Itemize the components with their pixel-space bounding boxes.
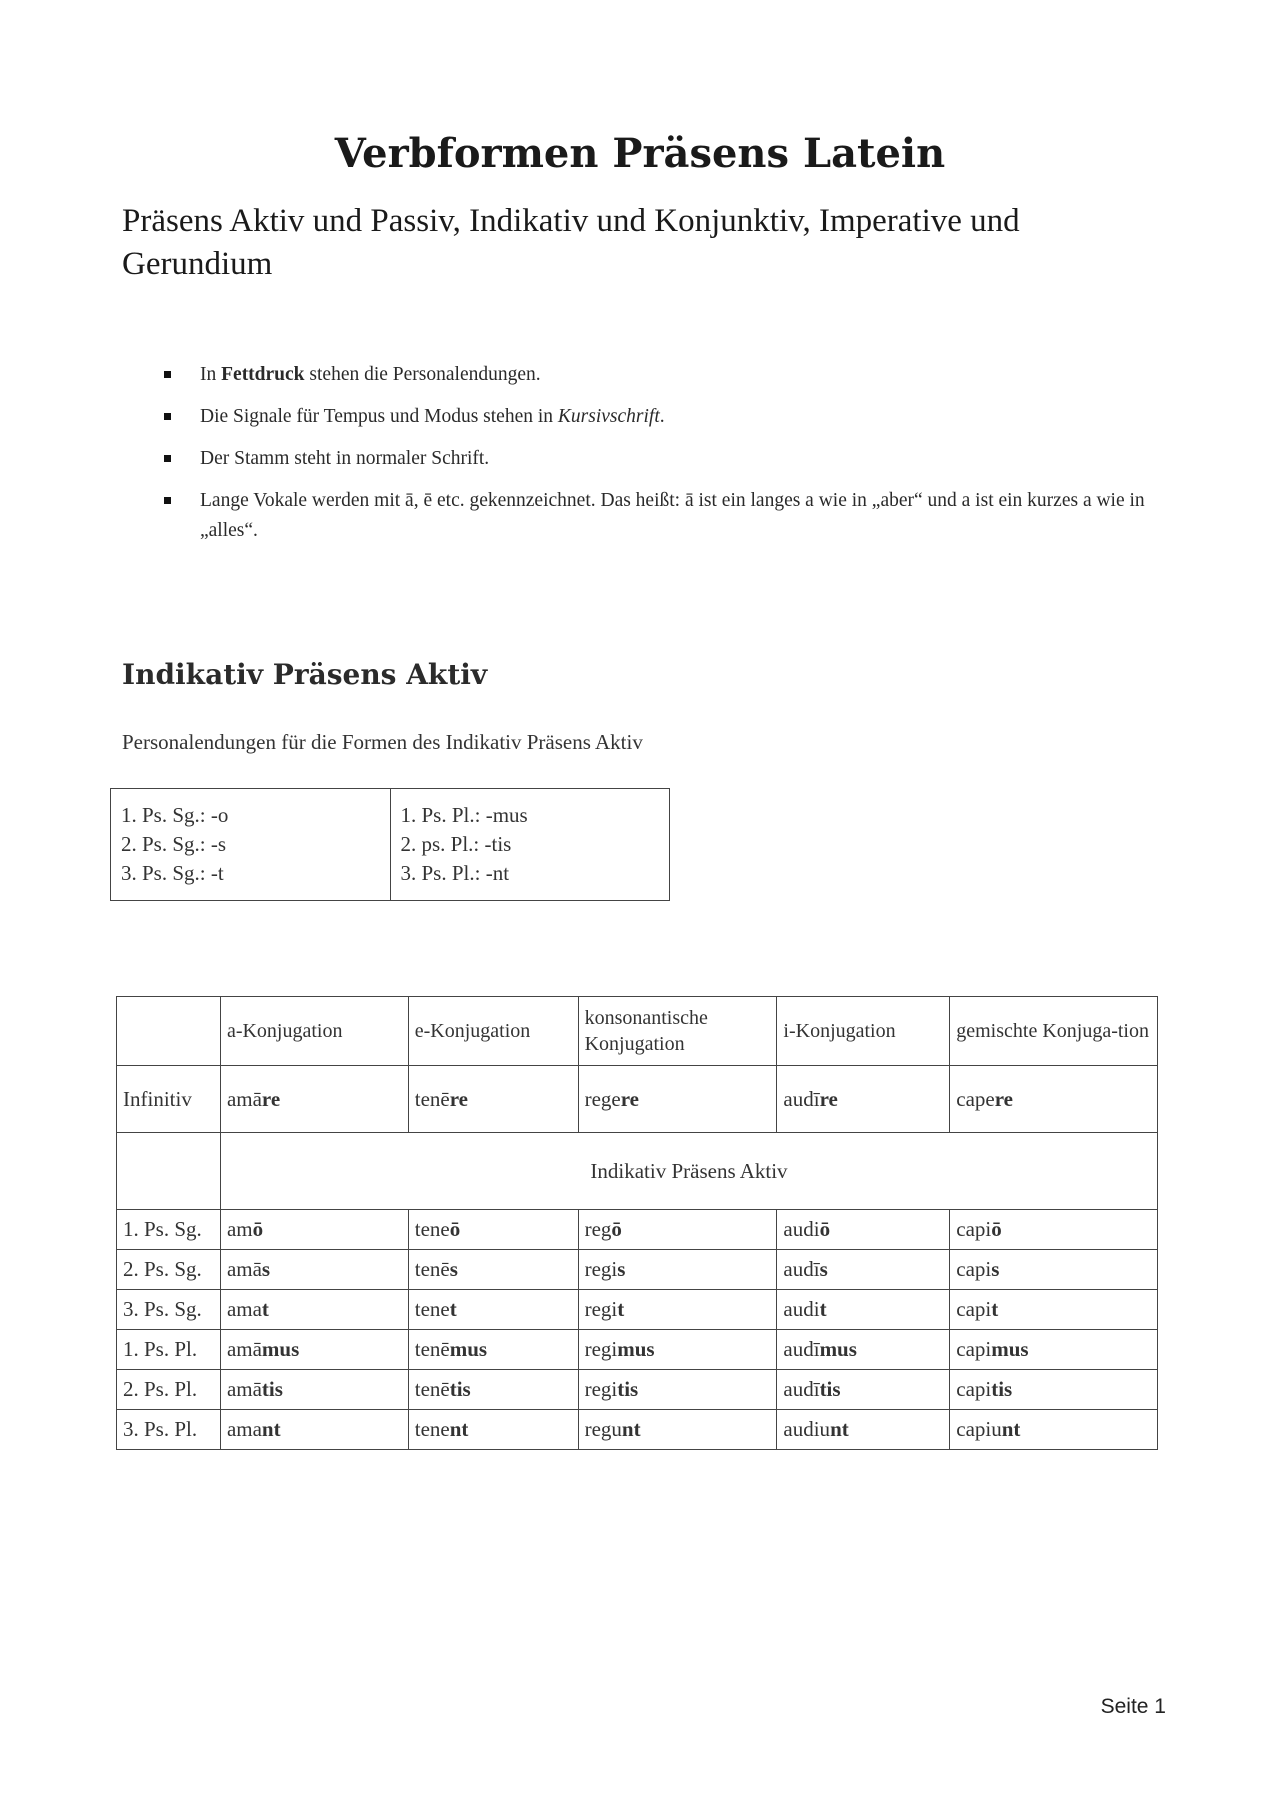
column-header: i-Konjugation: [777, 997, 950, 1066]
table-row: [117, 1066, 1158, 1133]
verb-stem: am: [226, 1217, 253, 1241]
page-number: Seite 1: [1100, 1695, 1166, 1718]
verb-stem: tene: [414, 1297, 450, 1321]
verb-stem: audī: [783, 1337, 820, 1361]
verb-stem: audī: [783, 1086, 820, 1111]
verb-stem: capi: [956, 1297, 992, 1321]
form-cell: [950, 1410, 1158, 1450]
verb-ending: tis: [261, 1377, 283, 1401]
form-cell: [578, 1370, 777, 1410]
form-cell: [950, 1210, 1158, 1250]
verb-ending: tis: [991, 1377, 1013, 1401]
verb-stem: audī: [783, 1377, 820, 1401]
verb-stem: capi: [956, 1217, 992, 1241]
verb-ending: re: [449, 1086, 468, 1111]
table-row: [117, 997, 1158, 1066]
verb-ending: t: [617, 1297, 625, 1321]
form-cell: [950, 1290, 1158, 1330]
row-label: 3. Ps. Pl.: [117, 1410, 221, 1450]
verb-stem: amā: [226, 1257, 262, 1281]
verb-stem: tene: [414, 1417, 450, 1441]
bold-term: Fettdruck: [221, 364, 305, 385]
verb-stem: capi: [956, 1377, 992, 1401]
form-cell: [777, 1370, 950, 1410]
infinitive-cell: [777, 1066, 950, 1133]
section-label-cell: Indikativ Präsens Aktiv: [220, 1133, 1157, 1210]
form-cell: [220, 1410, 408, 1450]
form-cell: [578, 1290, 777, 1330]
infinitive-cell: [220, 1066, 408, 1133]
verb-stem: capi: [956, 1257, 992, 1281]
form-cell: [578, 1210, 777, 1250]
form-cell: [408, 1250, 578, 1290]
verb-ending: nt: [621, 1417, 641, 1441]
row-label: 3. Ps. Sg.: [117, 1290, 221, 1330]
verb-stem: reg: [584, 1217, 612, 1241]
square-bullet-icon: [164, 371, 171, 378]
verb-stem: audi: [783, 1297, 820, 1321]
verb-ending: nt: [261, 1417, 281, 1441]
verb-ending: ō: [252, 1217, 264, 1241]
italic-term: Kursivschrift: [557, 406, 660, 427]
verb-stem: audī: [783, 1257, 820, 1281]
verb-ending: ō: [991, 1217, 1002, 1241]
form-cell: [578, 1330, 777, 1370]
intro-text: Personalendungen für die Formen des Indikativ Präsens Aktiv: [122, 730, 643, 754]
list-item: Der Stamm steht in normaler Schrift.: [164, 444, 1174, 474]
verb-ending: mus: [261, 1337, 300, 1361]
verb-stem: regu: [584, 1417, 622, 1441]
row-label: 1. Ps. Pl.: [117, 1330, 221, 1370]
verb-ending: tis: [617, 1377, 639, 1401]
form-cell: [220, 1290, 408, 1330]
form-cell: [220, 1330, 408, 1370]
verb-stem: regi: [584, 1377, 618, 1401]
verb-ending: tis: [819, 1377, 841, 1401]
column-header: konsonantische Konjugation: [578, 997, 777, 1066]
form-cell: [777, 1330, 950, 1370]
infinitive-cell: [578, 1066, 777, 1133]
verb-stem: amā: [226, 1086, 262, 1111]
form-cell: [777, 1210, 950, 1250]
verb-stem: regi: [584, 1337, 618, 1361]
verb-stem: capiu: [956, 1417, 1002, 1441]
verb-ending: t: [449, 1297, 457, 1321]
form-cell: [950, 1250, 1158, 1290]
table-row: [117, 1370, 1158, 1410]
verb-ending: mus: [991, 1337, 1029, 1361]
verb-ending: re: [994, 1086, 1013, 1111]
form-cell: [950, 1330, 1158, 1370]
verb-stem: cape: [956, 1086, 995, 1111]
verb-stem: tenē: [414, 1337, 450, 1361]
form-cell: [408, 1370, 578, 1410]
verb-stem: tenē: [414, 1377, 450, 1401]
verb-stem: tenē: [414, 1086, 450, 1111]
verb-ending: ō: [611, 1217, 622, 1241]
verb-ending: s: [449, 1257, 458, 1281]
verb-stem: capi: [956, 1337, 992, 1361]
list-item: Die Signale für Tempus und Modus stehen in Kursivschrift.: [164, 402, 1174, 432]
verb-ending: ō: [449, 1217, 461, 1241]
column-header: e-Konjugation: [408, 997, 578, 1066]
form-cell: [220, 1210, 408, 1250]
verb-ending: mus: [449, 1337, 488, 1361]
form-cell: [777, 1250, 950, 1290]
verb-ending: nt: [449, 1417, 469, 1441]
square-bullet-icon: [164, 413, 171, 420]
verb-stem: rege: [584, 1086, 621, 1111]
verb-stem: amā: [226, 1377, 262, 1401]
empty-cell: [117, 1133, 221, 1210]
infinitive-cell: [950, 1066, 1158, 1133]
row-label: 2. Ps. Pl.: [117, 1370, 221, 1410]
column-header: a-Konjugation: [220, 997, 408, 1066]
form-cell: [220, 1250, 408, 1290]
square-bullet-icon: [164, 455, 171, 462]
singular-endings-cell: 1. Ps. Sg.: -o 2. Ps. Sg.: -s 3. Ps. Sg.: -t: [111, 789, 391, 901]
form-cell: [220, 1370, 408, 1410]
verb-ending: nt: [1001, 1417, 1021, 1441]
verb-ending: s: [617, 1257, 626, 1281]
verb-stem: tenē: [414, 1257, 450, 1281]
conjugation-table: [116, 996, 1158, 1450]
verb-stem: amā: [226, 1337, 262, 1361]
form-cell: [578, 1410, 777, 1450]
form-cell: [578, 1250, 777, 1290]
verb-stem: regi: [584, 1297, 618, 1321]
verb-ending: s: [261, 1257, 271, 1281]
verb-stem: audiu: [783, 1417, 831, 1441]
square-bullet-icon: [164, 497, 171, 504]
section-heading: Indikativ Präsens Aktiv: [122, 658, 488, 691]
form-cell: [408, 1410, 578, 1450]
verb-ending: s: [819, 1257, 828, 1281]
verb-stem: ama: [226, 1297, 262, 1321]
column-header: gemischte Konjuga-tion: [950, 997, 1158, 1066]
form-cell: [950, 1370, 1158, 1410]
verb-ending: re: [620, 1086, 639, 1111]
verb-stem: tene: [414, 1217, 450, 1241]
page-title: Verbformen Präsens Latein: [334, 130, 946, 177]
verb-ending: t: [261, 1297, 269, 1321]
table-row: [117, 1133, 1158, 1210]
table-row: [117, 1250, 1158, 1290]
notes-list: [164, 360, 1174, 558]
verb-ending: ō: [819, 1217, 831, 1241]
form-cell: [777, 1290, 950, 1330]
table-row: [117, 1290, 1158, 1330]
form-cell: [408, 1330, 578, 1370]
table-row: [117, 1210, 1158, 1250]
plural-endings-cell: 1. Ps. Pl.: -mus 2. ps. Pl.: -tis 3. Ps. Pl.: -nt: [390, 789, 670, 901]
form-cell: [408, 1290, 578, 1330]
verb-ending: mus: [819, 1337, 857, 1361]
verb-ending: re: [261, 1086, 281, 1111]
verb-ending: mus: [617, 1337, 655, 1361]
verb-ending: nt: [830, 1417, 849, 1441]
table-row: [117, 1330, 1158, 1370]
list-item: In Fettdruck stehen die Personalendungen.: [164, 360, 1174, 390]
verb-stem: audi: [783, 1217, 820, 1241]
row-label: 2. Ps. Sg.: [117, 1250, 221, 1290]
table-row: [111, 789, 670, 901]
table-row: [117, 1410, 1158, 1450]
form-cell: [777, 1410, 950, 1450]
row-label: Infinitiv: [117, 1066, 221, 1133]
list-item: Lange Vokale werden mit ā, ē etc. gekennzeichnet. Das heißt: ā ist ein langes a wie in „aber“ und a ist ein kurzes a wie in „alles“.: [164, 486, 1174, 546]
verb-ending: tis: [449, 1377, 471, 1401]
verb-stem: ama: [226, 1417, 262, 1441]
corner-cell: [117, 997, 221, 1066]
page-subtitle: Präsens Aktiv und Passiv, Indikativ und Konjunktiv, Imperative und Gerundium: [122, 203, 1020, 282]
row-label: 1. Ps. Sg.: [117, 1210, 221, 1250]
endings-table: [110, 788, 670, 901]
form-cell: [408, 1210, 578, 1250]
verb-ending: re: [819, 1086, 838, 1111]
verb-ending: t: [991, 1297, 999, 1321]
verb-ending: t: [819, 1297, 827, 1321]
verb-ending: s: [991, 1257, 1000, 1281]
verb-stem: regi: [584, 1257, 618, 1281]
infinitive-cell: [408, 1066, 578, 1133]
